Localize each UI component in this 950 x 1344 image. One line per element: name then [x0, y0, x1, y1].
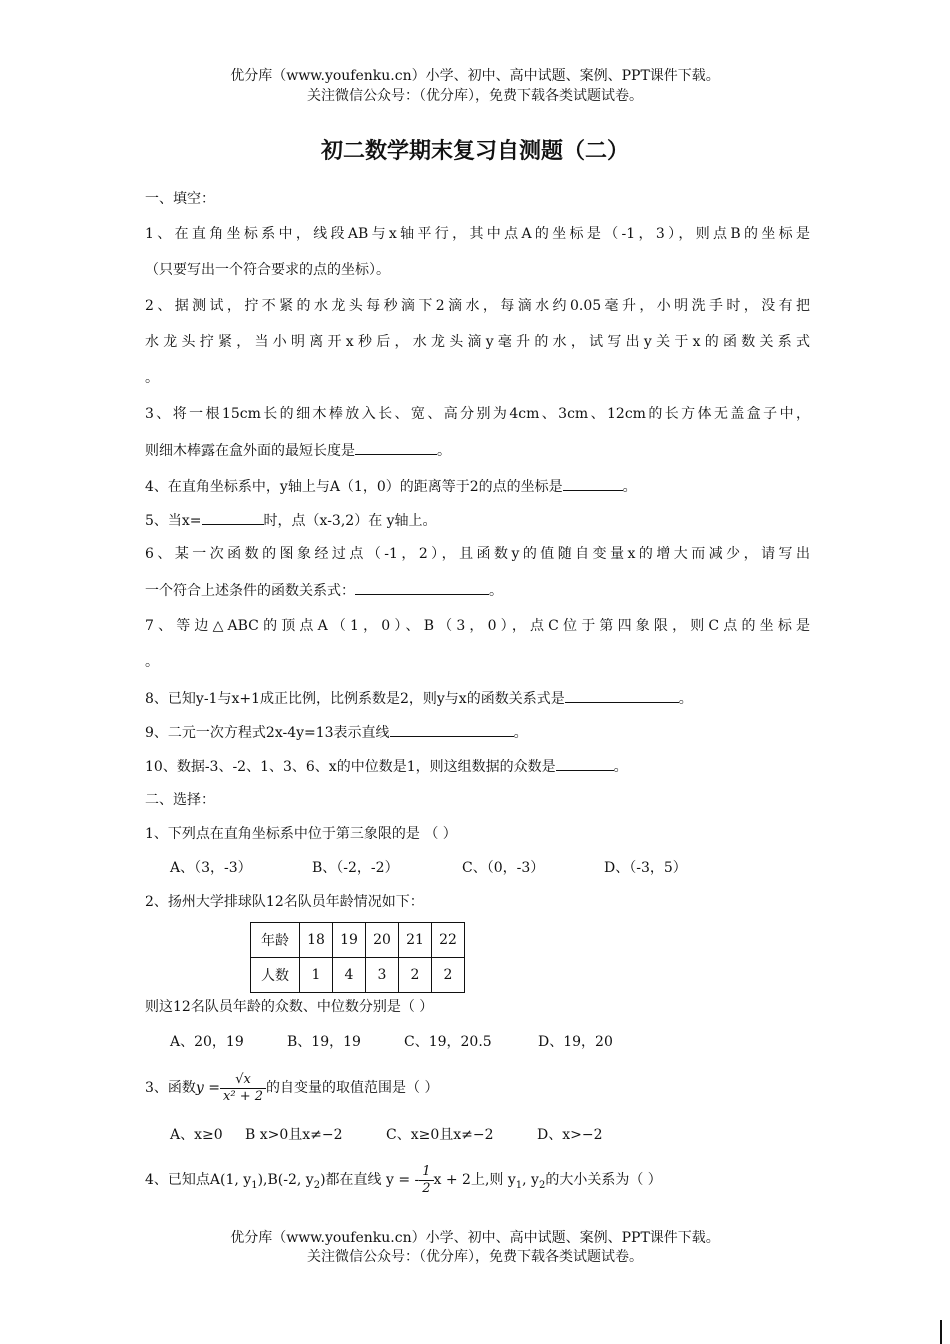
- fill-q6-line2: [145, 580, 810, 601]
- choice-q2-option-c: C、19，20.5: [404, 1034, 492, 1050]
- fill-q9: [145, 722, 810, 743]
- choice-q4-post: 的大小关系为（ ）: [545, 1172, 662, 1188]
- choice-q1: 1、下列点在直角坐标系中位于第三象限的是 （ ）: [145, 826, 457, 842]
- choice-q4-numerator: 1: [419, 1164, 433, 1181]
- fill-q8-text: 8、已知y-1与x+1成正比例，比例系数是2，则y与x的函数关系式是: [145, 691, 565, 707]
- fill-q3-line2: [145, 440, 810, 461]
- choice-q4-sub3: 1: [515, 1179, 523, 1191]
- header-line-2: 关注微信公众号：（优分库），免费下载各类试题试卷。: [307, 88, 643, 104]
- fill-q4-blank: [563, 476, 623, 491]
- fill-q4: [145, 476, 810, 497]
- fill-q9-text: 9、二元一次方程式2x-4y=13表示直线: [145, 725, 390, 741]
- choice-q3-fraction: [220, 1072, 266, 1105]
- choice-q4-pre: 4、已知点A(1, y: [145, 1172, 252, 1188]
- table-cell: 20: [366, 923, 399, 958]
- choice-q3-pre: 3、函数: [145, 1080, 196, 1096]
- page-edge-mark: [940, 1320, 942, 1344]
- choice-q4-mid3: x + 2上,则 y: [433, 1172, 516, 1188]
- page-title: 初二数学期末复习自测题（二）: [320, 139, 629, 164]
- fill-q3-period: 。: [437, 443, 451, 459]
- fill-q4-period: 。: [622, 479, 637, 495]
- fill-q2-line1: 2、据测试，拧不紧的水龙头每秒滴下2滴水，每滴水约0.05毫升，小明洗手时，没有把: [145, 298, 810, 314]
- fill-q5: [145, 510, 810, 531]
- fill-q2-line2: 水龙头拧紧，当小明离开x秒后，水龙头滴y毫升的水，试写出y关于x的函数关系式: [145, 334, 810, 350]
- header-line-1: 优分库（www.youfenku.cn）小学、初中、高中试题、案例、PPT课件下载。: [230, 68, 720, 84]
- fill-q10-period: 。: [613, 759, 628, 775]
- choice-q2-option-d: D、19，20: [538, 1034, 613, 1050]
- choice-q3-denominator: x² + 2: [223, 1088, 263, 1104]
- fill-q3-blank: [355, 440, 437, 455]
- table-cell: 2: [432, 958, 465, 993]
- table-row-count: [251, 958, 465, 993]
- age-table: [250, 922, 465, 993]
- table-cell: 4: [333, 958, 366, 993]
- table-cell: 1: [300, 958, 333, 993]
- fill-q7-line2: 。: [145, 654, 159, 670]
- choice-q4-fraction: [419, 1164, 433, 1197]
- fill-q8-period: 。: [678, 691, 693, 707]
- choice-q3: [145, 1068, 810, 1108]
- choice-q3-option-a: A、x≥0: [170, 1127, 223, 1143]
- table-cell: 18: [300, 923, 333, 958]
- choice-q4-denominator: 2: [422, 1180, 431, 1196]
- fill-q6-blank: [355, 580, 489, 595]
- choice-heading: 二、选择：: [145, 792, 215, 808]
- fill-q8: [145, 688, 810, 709]
- fill-q5-text-a: 5、当x=: [145, 513, 202, 529]
- fill-q10-blank: [556, 756, 614, 771]
- fill-q9-period: 。: [513, 725, 528, 741]
- fill-q6-text: 一个符合上述条件的函数关系式：: [145, 583, 355, 599]
- table-cell: 21: [399, 923, 432, 958]
- fill-q3-text: 则细木棒露在盒外面的最短长度是: [145, 443, 355, 459]
- table-cell: 3: [366, 958, 399, 993]
- choice-q1-option-a: A、（3，-3）: [170, 860, 252, 876]
- table-cell: 2: [399, 958, 432, 993]
- table-cell: 19: [333, 923, 366, 958]
- fill-q5-blank: [202, 510, 264, 525]
- choice-q3-option-c: C、x≥0且x≠−2: [386, 1127, 494, 1143]
- fill-q1-line1: 1、在直角坐标系中，线段AB与x轴平行，其中点A的坐标是（-1，3），则点B的坐标是: [145, 226, 810, 242]
- choice-q4-sub1: 1: [251, 1179, 258, 1191]
- footer-line-1: 优分库（www.youfenku.cn）小学、初中、高中试题、案例、PPT课件下载。: [230, 1230, 720, 1246]
- fill-q6-period: 。: [489, 583, 503, 599]
- fill-heading: 一、填空：: [145, 191, 215, 207]
- table-cell: 年龄: [251, 923, 300, 958]
- choice-q1-option-b: B、（-2，-2）: [312, 860, 399, 876]
- choice-q2-option-a: A、20，19: [170, 1034, 244, 1050]
- choice-q4-comma: , y: [522, 1172, 539, 1188]
- table-row-age: [251, 923, 465, 958]
- choice-q2-option-b: B、19，19: [287, 1034, 361, 1050]
- choice-q3-option-b: B x>0且x≠−2: [245, 1127, 343, 1143]
- fill-q10: [145, 756, 810, 777]
- fill-q9-blank: [390, 722, 514, 737]
- choice-q1-option-c: C、（0，-3）: [462, 860, 545, 876]
- fill-q10-text: 10、数据-3、-2、1、3、6、x的中位数是1，则这组数据的众数是: [145, 759, 556, 775]
- fill-q7-line1: 7、等边△ABC的顶点A（1，0）、B（3，0），点C位于第四象限，则C点的坐标是: [145, 618, 810, 634]
- table-cell: 人数: [251, 958, 300, 993]
- choice-q2-question: 则这12名队员年龄的众数、中位数分别是（ ）: [145, 999, 434, 1015]
- fill-q2-line3: 。: [145, 370, 159, 386]
- choice-q4-sub2: 2: [313, 1179, 321, 1191]
- choice-q3-option-d: D、x>−2: [537, 1127, 603, 1143]
- fill-q8-blank: [565, 688, 679, 703]
- fill-q4-text: 4、在直角坐标系中，y轴上与A（1，0）的距离等于2的点的坐标是: [145, 479, 563, 495]
- choice-q3-numerator: √x: [220, 1072, 266, 1089]
- fill-q5-text-b: 时，点（x-3,2）在 y轴上。: [263, 513, 437, 529]
- fill-q3-line1: 3、将一根15cm长的细木棒放入长、宽、高分别为4cm、3cm、12cm的长方体无盖盒子中，: [145, 406, 810, 422]
- choice-q3-y: y =: [195, 1080, 221, 1096]
- choice-q1-option-d: D、（-3，5）: [604, 860, 687, 876]
- choice-q3-post: 的自变量的取值范围是（ ）: [266, 1080, 439, 1096]
- choice-q4-mid: ),B(-2, y: [257, 1172, 314, 1188]
- fill-q6-line1: 6、某一次函数的图象经过点（-1，2），且函数y的值随自变量x的增大而减少，请写出: [145, 546, 810, 562]
- choice-q2: 2、扬州大学排球队12名队员年龄情况如下：: [145, 894, 424, 910]
- choice-q4-mid2: )都在直线 y = -: [320, 1172, 420, 1188]
- table-cell: 22: [432, 923, 465, 958]
- footer-line-2: 关注微信公众号：（优分库），免费下载各类试题试卷。: [307, 1249, 643, 1265]
- choice-q4: [145, 1160, 810, 1206]
- fill-q1-line2: （只要写出一个符合要求的点的坐标）。: [145, 262, 390, 278]
- choice-q4-sub4: 2: [538, 1179, 546, 1191]
